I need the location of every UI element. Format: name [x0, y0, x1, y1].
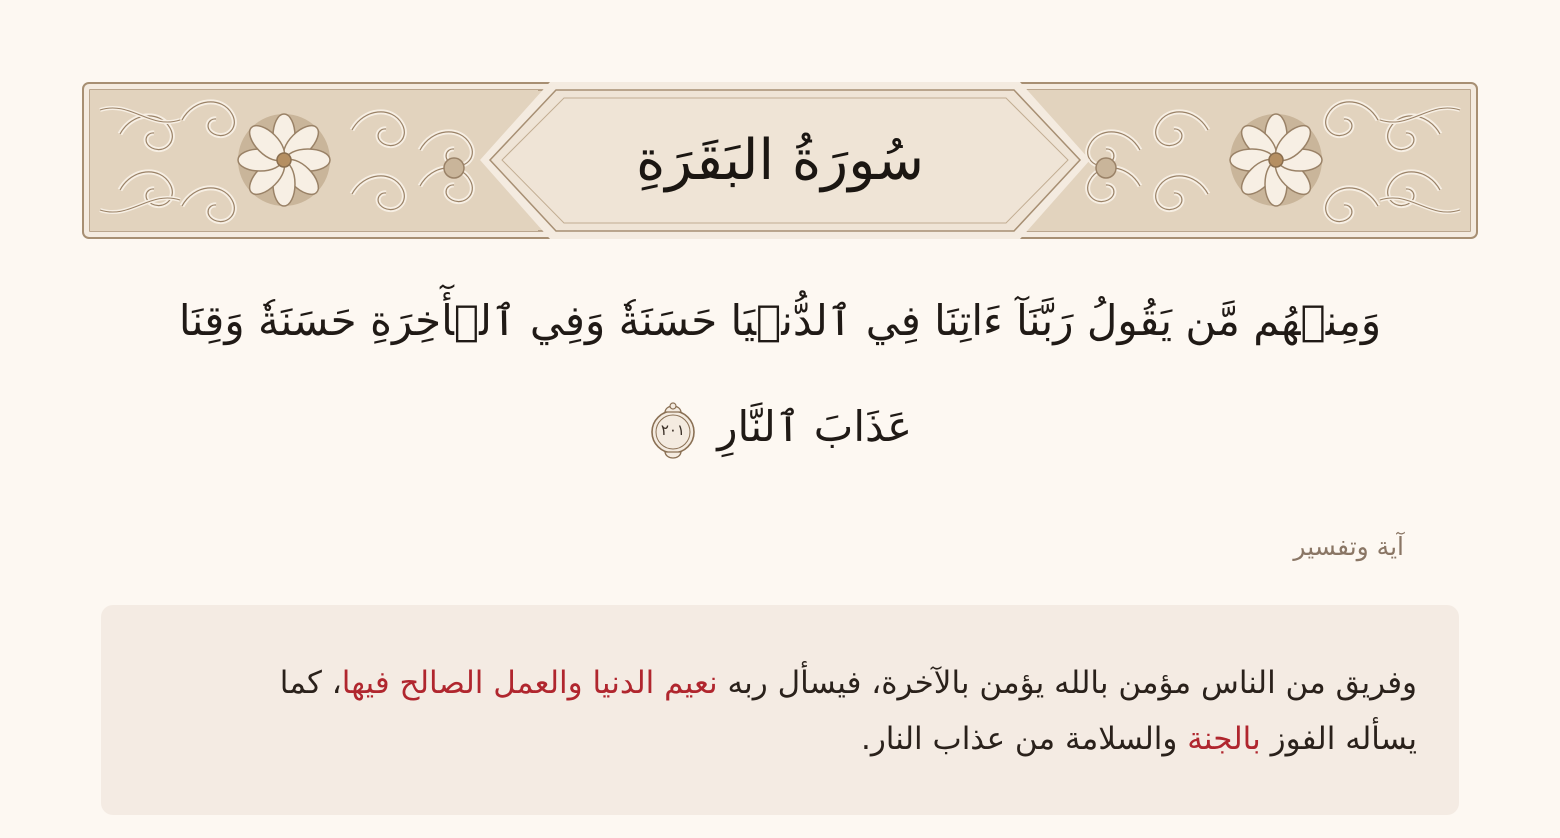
tafsir-highlight: نعيم الدنيا والعمل الصالح فيها: [341, 665, 718, 701]
tafsir-text: [237, 655, 1417, 767]
surah-title: سُورَةُ البَقَرَةِ: [635, 128, 925, 193]
section-label-ayah-tafsir: آية وتفسير: [1293, 532, 1404, 561]
tafsir-card: [101, 605, 1459, 815]
tafsir-text-part: وفريق من الناس مؤمن بالله يؤمن بالآخرة، فيسأل ربه: [717, 665, 1417, 701]
tafsir-highlight: بالجنة: [1187, 721, 1261, 757]
surah-header-banner: [82, 82, 1478, 239]
ayah-text: وَمِنۡهُم مَّن يَقُولُ رَبَّنَآ ءَاتِنَا فِي ٱلدُّنۡيَا حَسَنَةٗ وَفِي ٱلۡأٓخِرَةِ حَسَنَةٗ وَقِنَا عَذَابَ ٱلنَّارِ: [178, 296, 1382, 451]
tafsir-text-part: ، كما يسأله الفوز: [279, 665, 1417, 757]
ayah-number: ٢٠١: [660, 420, 685, 439]
tafsir-text-part: والسلامة من عذاب النار.: [860, 721, 1188, 757]
ayah-text-block: [130, 268, 1430, 480]
ayah-end-marker-icon: [648, 398, 698, 462]
